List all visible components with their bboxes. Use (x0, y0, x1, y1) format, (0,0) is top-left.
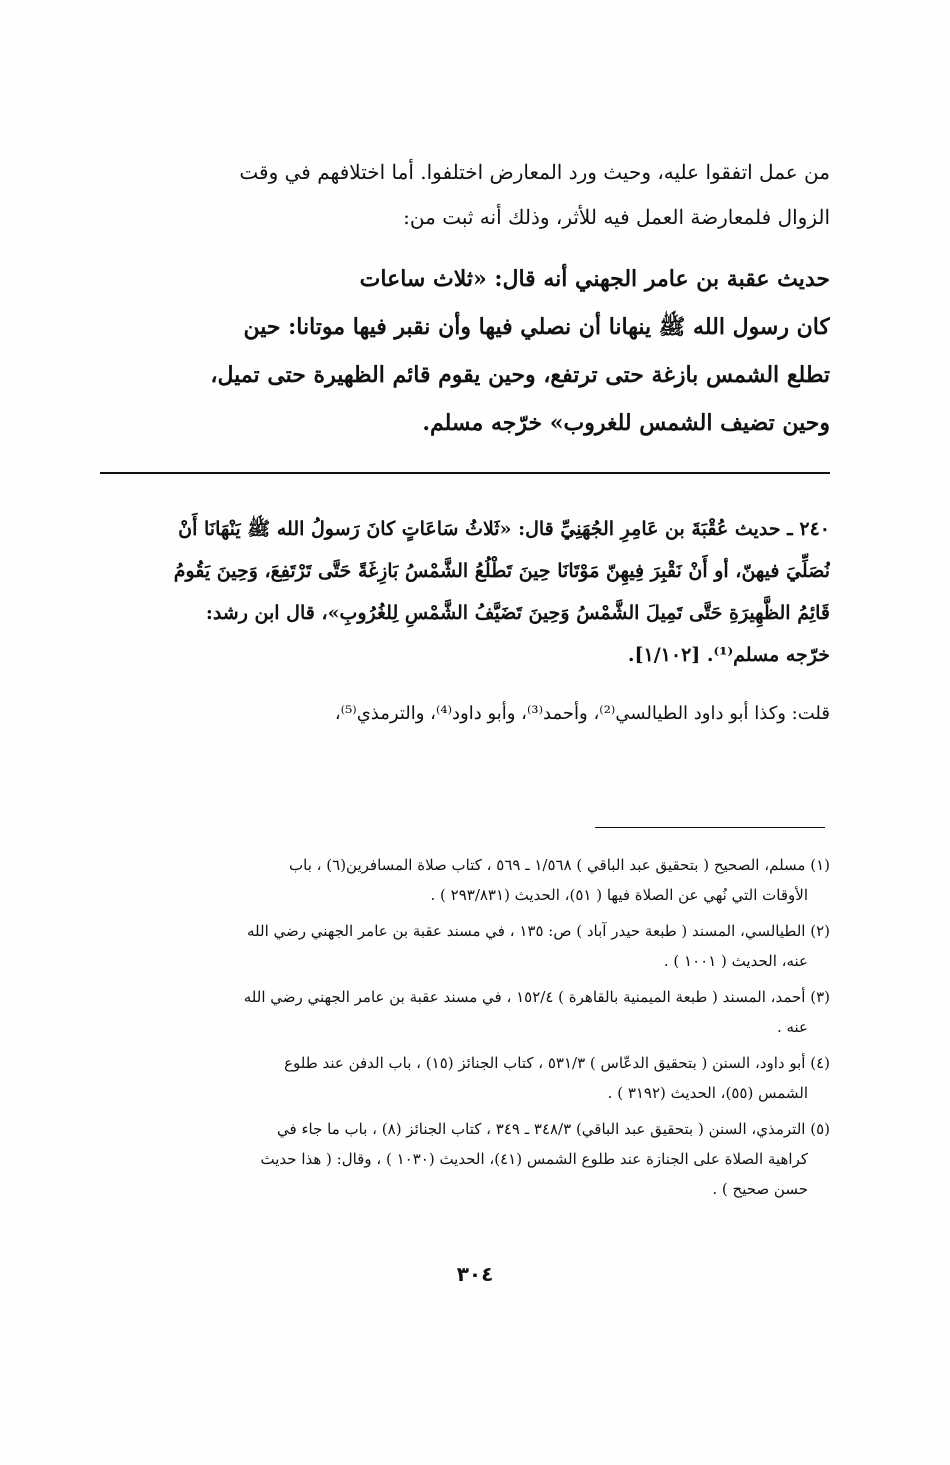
footnote-line: عنه . (776, 1018, 808, 1036)
quote-line: كان رسول الله ﷺ ينهانا أن نصلي فيها وأن نقبر فيها موتانا: حين (243, 314, 830, 340)
footnote-line: حسن صحيح ) . (712, 1180, 808, 1198)
page-number: ٣٠٤ (456, 1262, 494, 1286)
footnote-line: (٤) أبو داود، السنن ( بتحقيق الدعّاس ) ٥٣١/٣ ، كتاب الجنائز (١٥) ، باب الدفن عند طلوع (284, 1054, 830, 1072)
quoted-hadith (100, 255, 830, 447)
footnote-line: (٣) أحمد، المسند ( طبعة الميمنية بالقاهرة ) ١٥٢/٤ ، في مسند عقبة بن عامر الجهني رضي الله (243, 988, 830, 1006)
intro-paragraph (100, 150, 830, 240)
note-line: قلت: وكذا أبو داود الطيالسي⁽²⁾، وأحمد⁽³⁾، وأبو داود⁽⁴⁾، والترمذي⁽⁵⁾، (334, 703, 830, 724)
intro-line: الزوال فلمعارضة العمل فيه للأثر، وذلك أنه ثبت من: (403, 205, 830, 229)
quote-line: تطلع الشمس بازغة حتى ترتفع، وحين يقوم قائم الظهيرة حتى تميل، (210, 362, 830, 388)
hadith-line: ٢٤٠ ـ حديث عُقْبَةَ بن عَامِرِ الجُهَنِيِّ قال: «ثَلاثُ سَاعَاتٍ كانَ رَسولُ الله ﷺ يَنْهَانَا أَنْ (178, 518, 830, 540)
quote-line: حديث عقبة بن عامر الجهني أنه قال: «ثلاث ساعات (359, 266, 830, 292)
footnote-line: (١) مسلم، الصحيح ( بتحقيق عبد الباقي ) ١/٥٦٨ ـ ٥٦٩ ، كتاب صلاة المسافرين(٦) ، باب (289, 856, 830, 874)
footnote-5 (100, 1114, 830, 1204)
footnote-2 (100, 916, 830, 976)
footnote-3 (100, 982, 830, 1042)
quote-line: وحين تضيف الشمس للغروب» خرّجه مسلم. (422, 410, 830, 436)
hadith-line: قَائِمُ الظَّهِيرَةِ حَتَّى تَمِيلَ الشَّمْسُ وَحِينَ تَضَيَّفُ الشَّمْسِ لِلغُرُوبِ»، قال ابن رشد: (205, 602, 830, 624)
footnote-line: كراهية الصلاة على الجنازة عند طلوع الشمس (٤١)، الحديث (١٠٣٠ ) ، وقال: ( هذا حديث (260, 1150, 808, 1168)
footnote-4 (100, 1048, 830, 1108)
footnote-divider (595, 827, 825, 828)
footnotes (100, 850, 830, 1210)
footnote-line: عنه، الحديث ( ١٠٠١ ) . (663, 952, 808, 970)
hadith-line: نُصَلِّيَ فيهنّ، أو أَنْ نَقْبِرَ فِيهِنّ مَوْتَانَا حِينَ تَطْلُعُ الشَّمْسُ بَازِغَةً حَتَّى تَرْتَفِعَ، وَحِينَ يَقُومُ (173, 560, 830, 582)
footnote-line: (٥) الترمذي، السنن ( بتحقيق عبد الباقي) ٣٤٨/٣ ـ ٣٤٩ ، كتاب الجنائز (٨) ، باب ما جاء في (277, 1120, 830, 1138)
footnote-line: (٢) الطيالسي، المسند ( طبعة حيدر آباد ) ص: ١٣٥ ، في مسند عقبة بن عامر الجهني رضي الله (246, 922, 830, 940)
footnote-line: الأوقات التي نُهي عن الصلاة فيها ( ٥١)، الحديث (٢٩٣/٨٣١ ) . (430, 886, 808, 904)
commentary-note (100, 698, 830, 730)
footnote-1 (100, 850, 830, 910)
hadith-240 (100, 508, 830, 676)
section-divider (100, 472, 830, 474)
hadith-line: خرّجه مسلم⁽¹⁾. [١/١٠٢]. (627, 644, 830, 666)
footnote-line: الشمس (٥٥)، الحديث (٣١٩٢ ) . (607, 1084, 808, 1102)
intro-line: من عمل اتفقوا عليه، وحيث ورد المعارض اختلفوا. أما اختلافهم في وقت (239, 160, 830, 184)
